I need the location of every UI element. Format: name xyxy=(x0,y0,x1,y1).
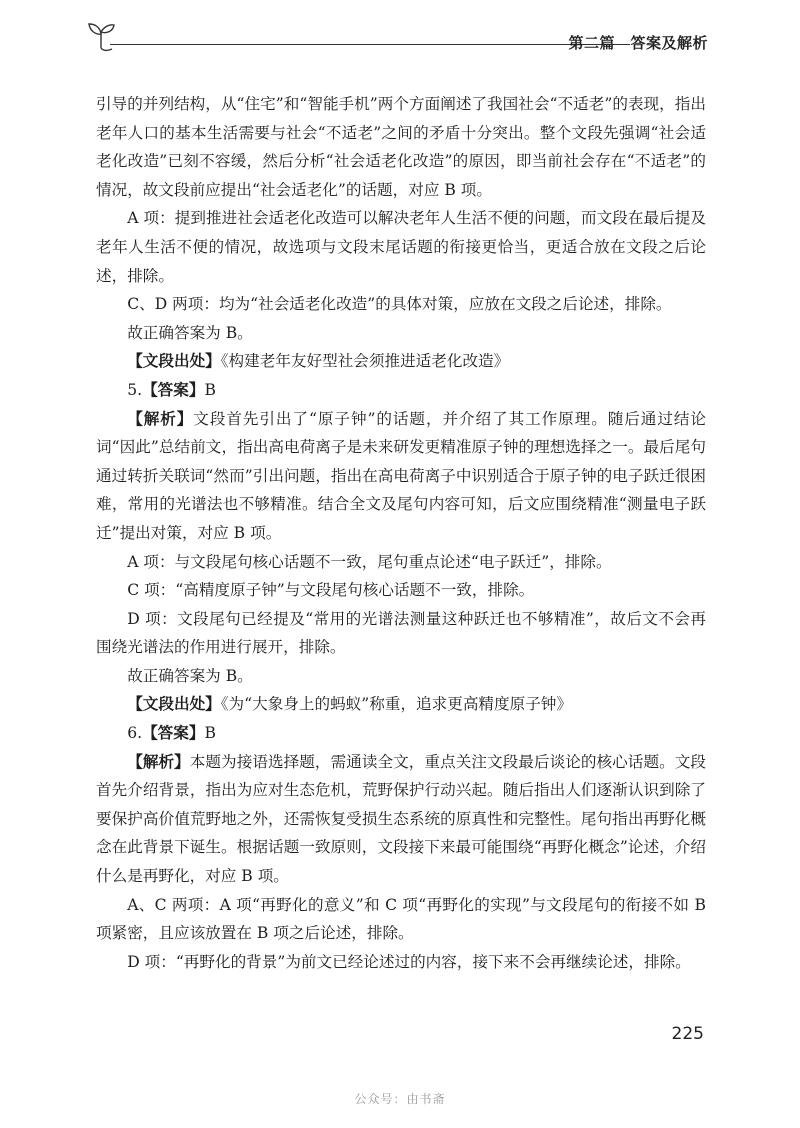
paragraph-text: 引导的并列结构，从“住宅”和“智能手机”两个方面阐述了我国社会“不适老”的表现，指出老年人口的基本生活需要与社会“不适老”之间的矛盾十分突出。整个文段先强调“社会适老化改造”已刻不容缓，然后分析“社会适老化改造”的原因，即当前社会存在“不适老”的情况，故文段前应提出“社会适老化”的话题，对应 B 项。 xyxy=(96,95,706,199)
running-header xyxy=(86,18,708,58)
question-number: 6. xyxy=(127,724,143,743)
paragraph-text: C 项：“高精度原子钟”与文段尾句核心话题不一致，排除。 xyxy=(127,581,535,600)
section-title: 第二篇 答案及解析 xyxy=(568,34,708,52)
paragraph xyxy=(96,605,706,662)
paragraph xyxy=(96,548,706,577)
paragraph-text: B xyxy=(204,724,216,743)
paragraph xyxy=(96,90,706,204)
paragraph-text: 故正确答案为 B。 xyxy=(127,666,253,685)
paragraph xyxy=(96,347,706,376)
paragraph-text: 本题为接语选择题，需通读全文，重点关注文段最后谈论的核心话题。文段首先介绍背景，指出为应对生态危机，荒野保护行动兴起。随后指出人们逐渐认识到除了要保护高价值荒野地之外，还需恢复受损生态系统的原真性和完整性。尾句指出再野化概念在此背景下诞生。根据话题一致原则，文段接下来最可能围绕“再野化概念”论述，介绍什么是再野化，对应 B 项。 xyxy=(96,752,706,886)
paragraph xyxy=(96,690,706,719)
page-number: 225 xyxy=(671,1024,704,1044)
paragraph xyxy=(96,948,706,977)
paragraph-text: B xyxy=(204,380,216,399)
sprout-icon xyxy=(86,18,116,52)
paragraph xyxy=(96,748,706,891)
section-tag: 【解析】 xyxy=(127,408,194,428)
paragraph xyxy=(96,719,706,748)
paragraph-text: D 项：文段尾句已经提及“常用的光谱法测量这种跃迁也不够精准”，故后文不会再围绕光谱法的作用进行展开，排除。 xyxy=(96,609,706,657)
section-tag: 【答案】 xyxy=(142,723,205,743)
header-rule xyxy=(110,44,630,45)
watermark: 公众号：由书斋 xyxy=(354,1092,446,1106)
paragraph-text: A、C 两项：A 项“再野化的意义”和 C 项“再野化的实现”与文段尾句的衔接不如 B 项紧密，且应该放置在 B 项之后论述，排除。 xyxy=(96,895,706,943)
paragraph xyxy=(96,405,706,548)
paragraph-text: A 项：提到推进社会适老化改造可以解决老年人生活不便的问题，而文段在最后提及老年人生活不便的情况，故选项与文段末尾话题的衔接更恰当，更适合放在文段之后论述，排除。 xyxy=(96,209,706,285)
paragraph-text: 《为“大象身上的蚂蚁”称重，追求更高精度原子钟》 xyxy=(220,695,572,714)
paragraph-text: 故正确答案为 B。 xyxy=(127,323,253,342)
section-tag: 【答案】 xyxy=(142,379,205,399)
section-tag: 【文段出处】 xyxy=(127,351,221,371)
paragraph-text: A 项：与文段尾句核心话题不一致，尾句重点论述“电子跃迁”，排除。 xyxy=(127,552,612,571)
paragraph xyxy=(96,290,706,319)
paragraph xyxy=(96,662,706,691)
paragraph xyxy=(96,576,706,605)
paragraph xyxy=(96,891,706,948)
paragraph xyxy=(96,319,706,348)
paragraph-text: 文段首先引出了“原子钟”的话题，并介绍了其工作原理。随后通过结论词“因此”总结前文，指出高电荷离子是未来研发更精准原子钟的理想选择之一。最后尾句通过转折关联词“然而”引出问题，指出在高电荷离子中识别适合于原子钟的电子跃迁很困难，常用的光谱法也不够精准。结合全文及尾句内容可知，后文应围绕精准“测量电子跃迁”提出对策，对应 B 项。 xyxy=(96,409,706,542)
paragraph-text: D 项：“再野化的背景”为前文已经论述过的内容，接下来不会再继续论述，排除。 xyxy=(127,952,691,971)
paragraph xyxy=(96,204,706,290)
paragraph-text: 《构建老年友好型社会须推进适老化改造》 xyxy=(220,352,510,371)
answer-explanation-text xyxy=(96,90,706,976)
paragraph-text: C、D 两项：均为“社会适老化改造”的具体对策，应放在文段之后论述，排除。 xyxy=(127,295,672,314)
section-tag: 【文段出处】 xyxy=(127,694,221,714)
section-tag: 【解析】 xyxy=(127,751,190,771)
question-number: 5. xyxy=(127,380,143,399)
paragraph xyxy=(96,376,706,405)
